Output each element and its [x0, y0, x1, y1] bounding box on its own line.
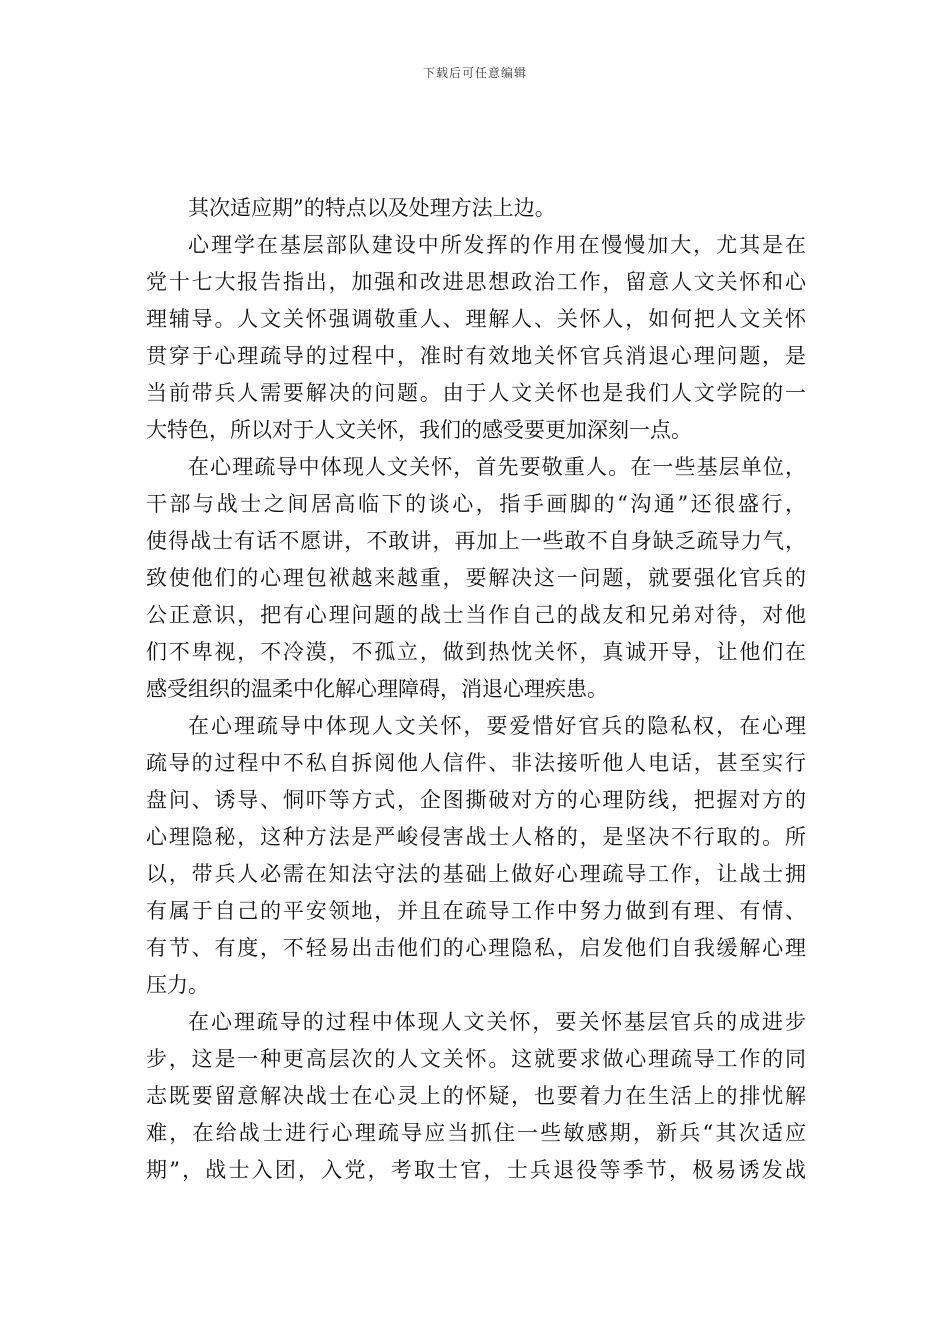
- text-line: 志既要留意解决战士在心灵上的怀疑，也要着力在生活上的排忧解: [146, 1084, 806, 1108]
- text-line: 期”，战士入团，入党，考取士官，士兵退役等季节，极易诱发战: [146, 1158, 806, 1182]
- text-line: 以，带兵人必需在知法守法的基础上做好心理疏导工作，让战士拥: [146, 862, 806, 886]
- text-line: 在心理疏导中体现人文关怀，要爱惜好官兵的隐私权，在心理: [188, 714, 806, 738]
- text-line: 公正意识，把有心理问题的战士当作自己的战友和兄弟对待，对他: [146, 603, 806, 627]
- text-line: 党十七大报告指出，加强和改进思想政治工作，留意人文关怀和心: [146, 270, 806, 294]
- text-line: 其次适应期”的特点以及处理方法上边。: [188, 196, 556, 220]
- text-line: 致使他们的心理包袱越来越重，要解决这一问题，就要强化官兵的: [146, 566, 806, 590]
- text-line: 大特色，所以对于人文关怀，我们的感受要更加深刻一点。: [146, 418, 692, 442]
- text-line: 在心理疏导中体现人文关怀，首先要敬重人。在一些基层单位，: [188, 455, 806, 479]
- text-line: 当前带兵人需要解决的问题。由于人文关怀也是我们人文学院的一: [146, 381, 806, 405]
- text-line: 心理学在基层部队建设中所发挥的作用在慢慢加大，尤其是在: [188, 233, 806, 257]
- text-line: 使得战士有话不愿讲，不敢讲，再加上一些敢不自身缺乏疏导力气，: [146, 529, 806, 553]
- text-line: 难，在给战士进行心理疏导应当抓住一些敏感期，新兵“其次适应: [146, 1121, 806, 1145]
- text-line: 有节、有度，不轻易出击他们的心理隐私，启发他们自我缓解心理: [146, 936, 806, 960]
- text-line: 贯穿于心理疏导的过程中，准时有效地关怀官兵消退心理问题，是: [146, 344, 806, 368]
- text-line: 心理隐秘，这种方法是严峻侵害战士人格的，是坚决不行取的。所: [146, 825, 806, 849]
- document-body: [146, 190, 806, 1189]
- text-line: 们不卑视，不冷漠，不孤立，做到热忱关怀，真诚开导，让他们在: [146, 640, 806, 664]
- text-line: 有属于自己的平安领地，并且在疏导工作中努力做到有理、有情、: [146, 899, 806, 923]
- text-line: 干部与战士之间居高临下的谈心，指手画脚的“沟通”还很盛行，: [146, 492, 806, 516]
- text-line: 步，这是一种更高层次的人文关怀。这就要求做心理疏导工作的同: [146, 1047, 806, 1071]
- text-line: 疏导的过程中不私自拆阅他人信件、非法接听他人电话，甚至实行: [146, 751, 806, 775]
- page-header: 下载后可任意编辑: [422, 66, 527, 80]
- text-line: 感受组织的温柔中化解心理障碍，消退心理疾患。: [146, 677, 608, 701]
- text-line: 压力。: [146, 973, 209, 997]
- text-line: 在心理疏导的过程中体现人文关怀，要关怀基层官兵的成进步: [188, 1010, 806, 1034]
- text-line: 理辅导。人文关怀强调敬重人、理解人、关怀人，如何把人文关怀: [146, 307, 806, 331]
- text-line: 盘问、诱导、恫吓等方式，企图撕破对方的心理防线，把握对方的: [146, 788, 806, 812]
